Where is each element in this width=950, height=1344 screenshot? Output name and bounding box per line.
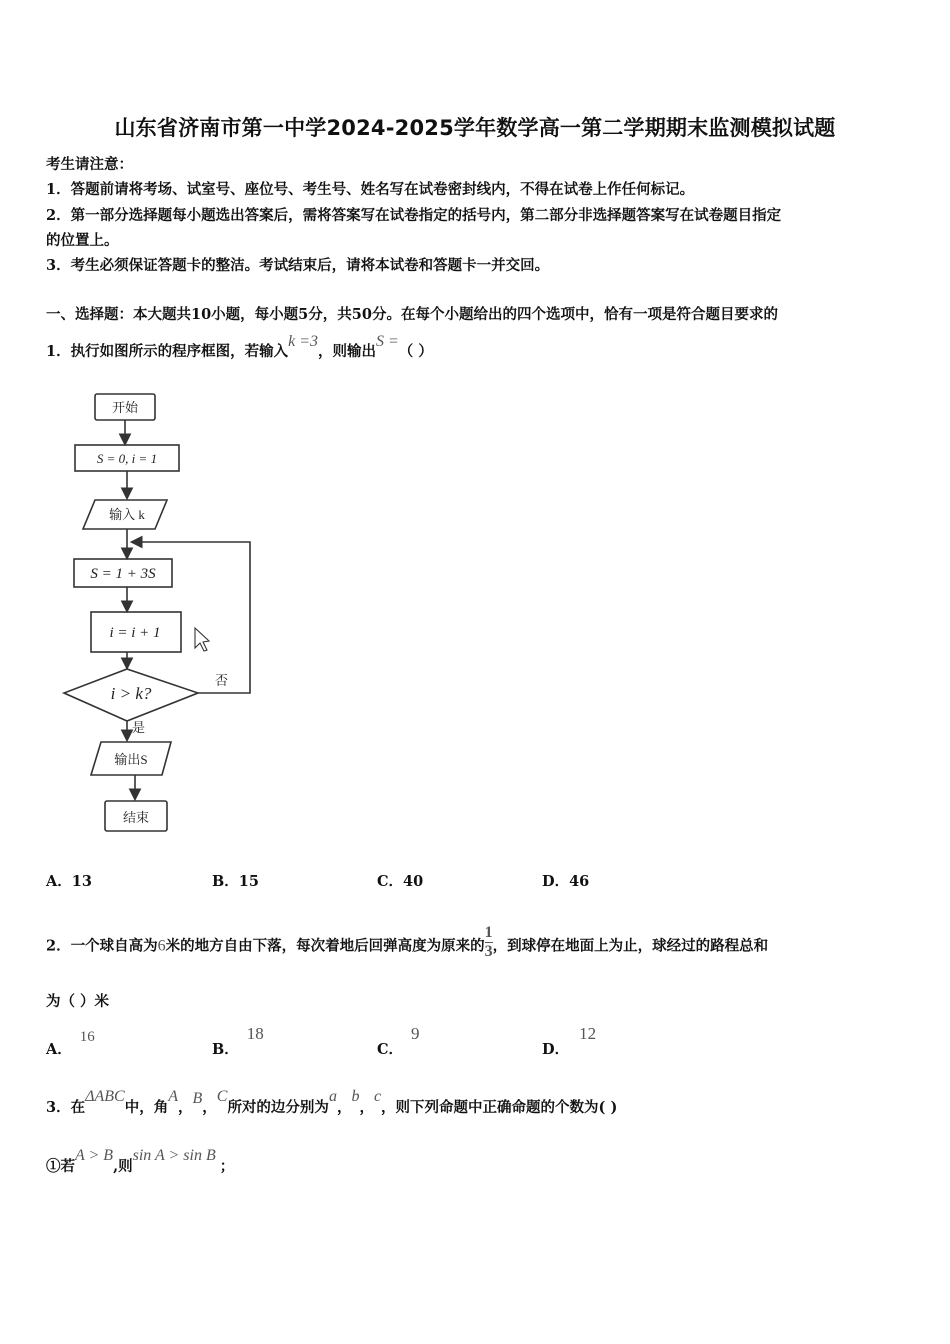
- flowchart-init-label: S = 0, i = 1: [96, 451, 158, 466]
- flowchart-loop-arrow: [133, 542, 250, 693]
- q3-side-a: a: [328, 1088, 337, 1105]
- q2-line2: 为（ ）米: [46, 993, 110, 1010]
- stmt1-condition: A > B: [75, 1147, 114, 1164]
- q3-stem: [46, 1088, 618, 1117]
- q1-prefix: 1．执行如图所示的程序框图，若输入: [46, 343, 289, 360]
- stmt1-result: sin A > sin B: [132, 1147, 216, 1164]
- q2-option-a-label: A．: [46, 1041, 72, 1058]
- q3-p4: ，则下列命题中正确命题的个数为( ): [381, 1099, 618, 1116]
- notice-item-3: 3．考生必须保证答题卡的整洁。考试结束后，请将本试卷和答题卡一并交回。: [46, 257, 550, 274]
- q2-prefix: 2．一个球自高为: [46, 937, 158, 955]
- flowchart-step1-label: S = 1 + 3S: [90, 566, 156, 582]
- page-title: 山东省济南市第一中学2024-2025学年数学高一第二学期期末监测模拟试题: [114, 116, 836, 140]
- q3-comma-1: ，: [177, 1099, 193, 1116]
- q2-fraction: [485, 924, 493, 961]
- q1-option-a[interactable]: A．13: [46, 873, 92, 890]
- q2-option-b-label: B．: [212, 1041, 239, 1058]
- q3-p3: 所对的边分别为: [227, 1099, 329, 1116]
- flowchart-start-label: 开始: [111, 400, 139, 415]
- flowchart: [55, 385, 265, 840]
- q3-comma-4: ，: [359, 1099, 374, 1116]
- q3-side-b: b: [351, 1088, 360, 1105]
- q2-middle: 米的地方自由下落，每次着地后回弹高度为原来的: [165, 937, 485, 955]
- flowchart-cond-label: i > k?: [110, 684, 152, 703]
- q3-side-c: c: [373, 1088, 382, 1105]
- q2-frac-den: 3: [484, 943, 493, 960]
- q3-comma-3: ，: [336, 1099, 352, 1116]
- q2-option-b[interactable]: [212, 1023, 264, 1058]
- q3-angle-c: C: [216, 1088, 228, 1105]
- q1-stem: [46, 333, 433, 361]
- q2-height: 6: [157, 937, 166, 955]
- q2-option-c[interactable]: [377, 1023, 420, 1058]
- q3-p2: 中，角: [124, 1099, 169, 1116]
- stmt1-p3: ；: [219, 1158, 235, 1175]
- notice-heading: 考生请注意：: [46, 156, 133, 173]
- q1-middle: ，则输出: [318, 343, 376, 360]
- notice-item-1: 1．答题前请将考场、试室号、座位号、考生号、姓名写在试卷密封线内，不得在试卷上作任何标记。: [46, 181, 695, 198]
- flowchart-no-label: 否: [215, 673, 229, 688]
- q2-option-d[interactable]: [542, 1023, 597, 1058]
- q3-p1: 3．在: [46, 1099, 86, 1116]
- flowchart-input-label: 输入 k: [109, 507, 145, 522]
- q1-option-d[interactable]: D．46: [542, 873, 590, 890]
- q2-option-a-value: 16: [79, 1029, 95, 1045]
- q2-option-d-label: D．: [542, 1041, 570, 1058]
- q3-angle-a: A: [168, 1088, 178, 1105]
- q1-option-b[interactable]: B．15: [212, 873, 259, 890]
- q1-k-math: k =3: [288, 333, 318, 350]
- q2-suffix: ，到球停在地面上为止，球经过的路程总和: [492, 937, 769, 955]
- q3-angle-b: B: [192, 1090, 203, 1107]
- flowchart-yes-label: 是: [132, 720, 146, 735]
- q2-option-a[interactable]: [46, 1025, 95, 1058]
- q2-option-c-value: 9: [411, 1024, 420, 1043]
- q2-frac-num: 1: [484, 924, 493, 941]
- notice-item-2: 2．第一部分选择题每小题选出答案后，需将答案写在试卷指定的括号内，第二部分非选择题答案写在试卷题目指定: [46, 207, 782, 224]
- q3-statement-1: [46, 1147, 235, 1176]
- flowchart-step2-label: i = i + 1: [109, 625, 161, 641]
- q1-option-c[interactable]: C．40: [377, 873, 424, 890]
- notice-item-2-cont: 的位置上。: [46, 232, 119, 249]
- q1-suffix: （ ）: [398, 343, 433, 360]
- stmt1-p2: ,则: [113, 1158, 133, 1175]
- q2-option-b-value: 18: [246, 1024, 264, 1043]
- flowchart-end-label: 结束: [122, 810, 150, 825]
- flowchart-output-label: 输出S: [114, 752, 148, 767]
- q1-s-math: S =: [376, 333, 399, 350]
- q3-comma-2: ，: [202, 1099, 217, 1116]
- section-heading: 一、选择题：本大题共10小题，每小题5分，共50分。在每个小题给出的四个选项中，恰有一项是符合题目要求的: [46, 306, 778, 323]
- q3-triangle: ΔABC: [85, 1088, 125, 1105]
- cursor-icon: [195, 628, 209, 651]
- q2-option-c-label: C．: [377, 1041, 404, 1058]
- q2-stem: [46, 924, 769, 965]
- q2-option-d-value: 12: [579, 1024, 597, 1043]
- stmt1-p1: ①若: [46, 1158, 75, 1175]
